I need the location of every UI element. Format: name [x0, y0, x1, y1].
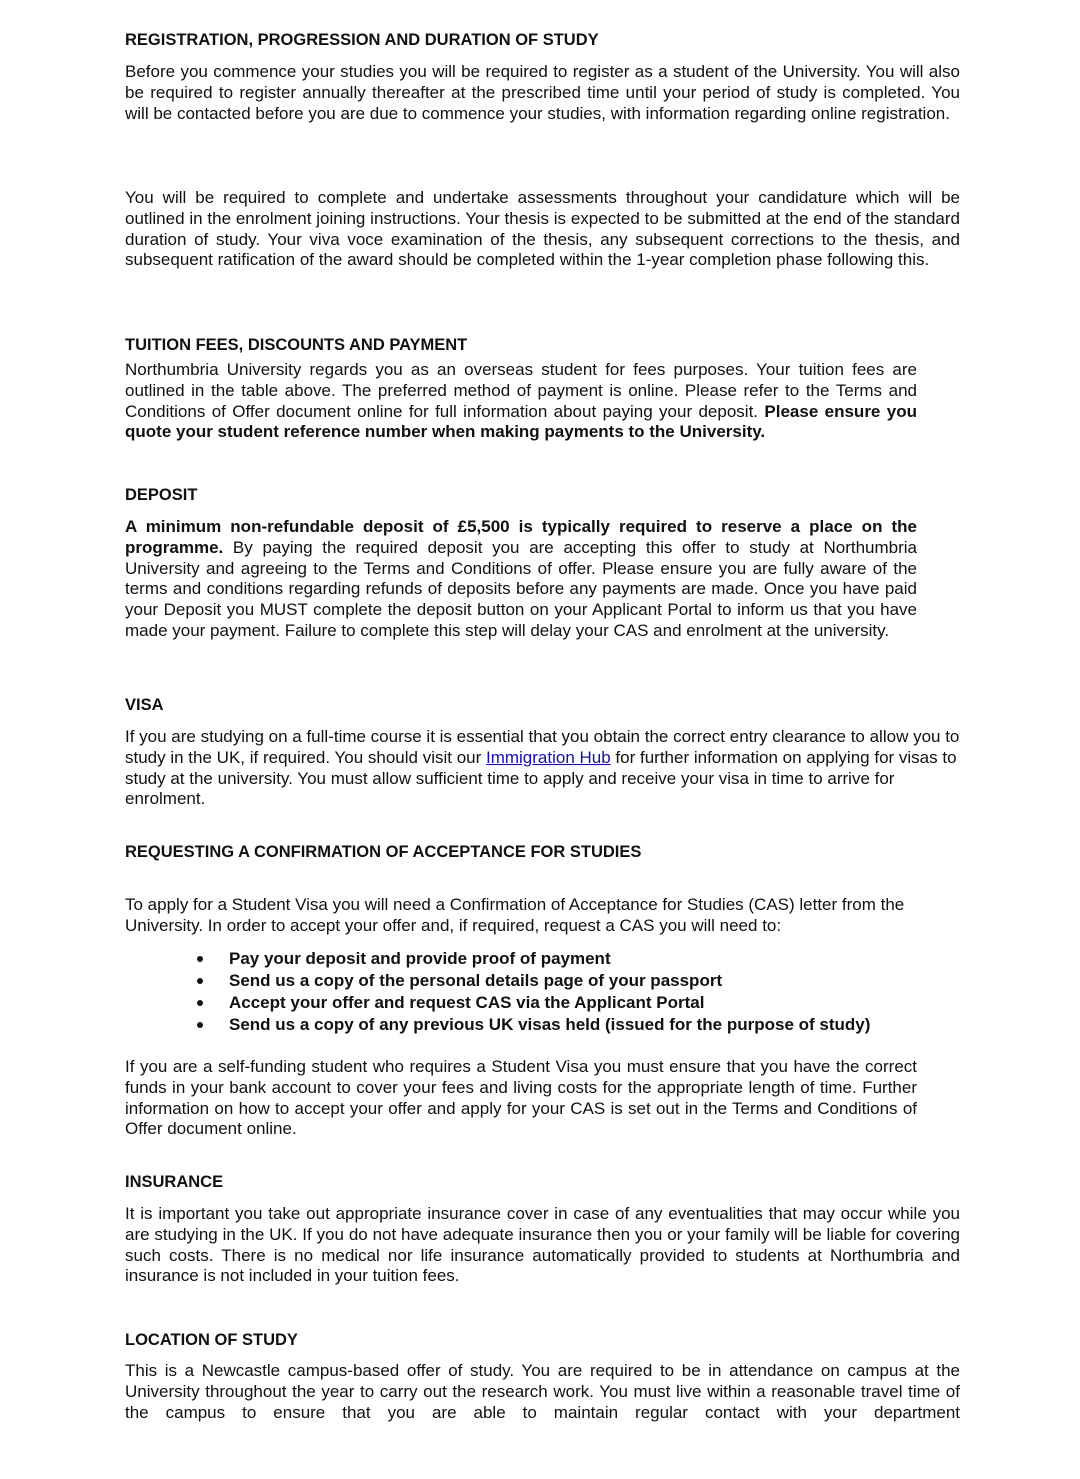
list-item — [125, 970, 960, 992]
tuition-reference-notice: Please ensure you quote your student reference number when making payments to the University. — [125, 401, 917, 442]
heading-cas: REQUESTING A CONFIRMATION OF ACCEPTANCE FOR STUDIES — [125, 843, 642, 861]
list-item-text: Pay your deposit and provide proof of payment — [229, 949, 611, 968]
paragraph-tuition — [125, 360, 917, 443]
list-item — [125, 992, 960, 1014]
tuition-text: Northumbria University regards you as an overseas student for fees purposes. Your tuition fees are outlined in the table above. The preferred method of payment is online. Please refer to the Terms and Conditions of Offer document online for full information about paying your deposit. — [125, 360, 917, 421]
visa-text-before: If you are studying on a full-time course it is essential that you obtain the correct entry clearance to allow you to study in the UK, if required. You should visit our — [125, 727, 960, 767]
heading-tuition: TUITION FEES, DISCOUNTS AND PAYMENT — [125, 336, 468, 354]
list-item-text: Send us a copy of the personal details page of your passport — [229, 971, 723, 990]
list-item — [125, 1014, 960, 1036]
paragraph-location: This is a Newcastle campus-based offer of study. You are required to be in attendance on campus at the University throughout the year to carry out the research work. You must live within a reasonable travel time of the campus to ensure that you are able to maintain regular contact with your department — [125, 1361, 960, 1422]
cas-requirements-list — [125, 948, 960, 1036]
immigration-hub-link[interactable]: Immigration Hub — [485, 747, 611, 767]
paragraph-registration-2: You will be required to complete and undertake assessments throughout your candidature which will be outlined in the enrolment joining instructions. Your thesis is expected to be submitted at the end of the standard duration of study. Your viva voce examination of the thesis, any subsequent corrections to the thesis, and subsequent ratification of the award should be completed within the 1-year completion phase following this. — [125, 188, 960, 270]
heading-insurance: INSURANCE — [125, 1173, 224, 1191]
paragraph-cas-intro: To apply for a Student Visa you will need a Confirmation of Acceptance for Studies (CAS) letter from the University. In order to accept your offer and, if required, request a CAS you will need to: — [125, 895, 905, 935]
paragraph-registration-1: Before you commence your studies you will be required to register as a student of the University. You will also be required to register annually thereafter at the prescribed time until your period of study is completed. You will be contacted before you are due to commence your studies, with information regarding online registration. — [125, 62, 960, 123]
bullet-icon — [197, 1000, 203, 1006]
heading-deposit: DEPOSIT — [125, 486, 198, 504]
deposit-text: By paying the required deposit you are accepting this offer to study at Northumbria University and agreeing to the Terms and Conditions of offer. Please ensure you are fully aware of the terms and conditions regarding refunds of deposits before any payments are made. Once you have paid your Deposit you MUST complete the deposit button on your Applicant Portal to inform us that you have made your payment. Failure to complete this step will delay your CAS and enrolment at the university. — [125, 537, 917, 640]
list-item-text: Send us a copy of any previous UK visas held (issued for the purpose of study) — [229, 1015, 871, 1034]
paragraph-cas-funding: If you are a self-funding student who requires a Student Visa you must ensure that you have the correct funds in your bank account to cover your fees and living costs for the appropriate length of time. Further information on how to accept your offer and apply for your CAS is set out in the Terms and Conditions of Offer document online. — [125, 1057, 917, 1139]
bullet-icon — [197, 1022, 203, 1028]
visa-text-after: for further information on applying for visas to study at the university. You must allow sufficient time to apply and receive your visa in time to arrive for enrolment. — [125, 747, 957, 809]
heading-visa: VISA — [125, 696, 164, 714]
bullet-icon — [197, 978, 203, 984]
bullet-icon — [197, 956, 203, 962]
paragraph-deposit — [125, 517, 917, 642]
heading-location: LOCATION OF STUDY — [125, 1331, 298, 1349]
heading-registration: REGISTRATION, PROGRESSION AND DURATION OF STUDY — [125, 31, 599, 49]
deposit-amount-notice: A minimum non-refundable deposit of £5,500 is typically required to reserve a place on the programme. — [125, 517, 917, 557]
list-item — [125, 948, 960, 970]
paragraph-insurance: It is important you take out appropriate insurance cover in case of any eventualities that may occur while you are studying in the UK. If you do not have adequate insurance then you or your family will be liable for covering such costs. There is no medical nor life insurance automatically provided to students at Northumbria and insurance is not included in your tuition fees. — [125, 1204, 960, 1286]
paragraph-visa — [125, 727, 960, 810]
list-item-text: Accept your offer and request CAS via the Applicant Portal — [229, 993, 705, 1012]
